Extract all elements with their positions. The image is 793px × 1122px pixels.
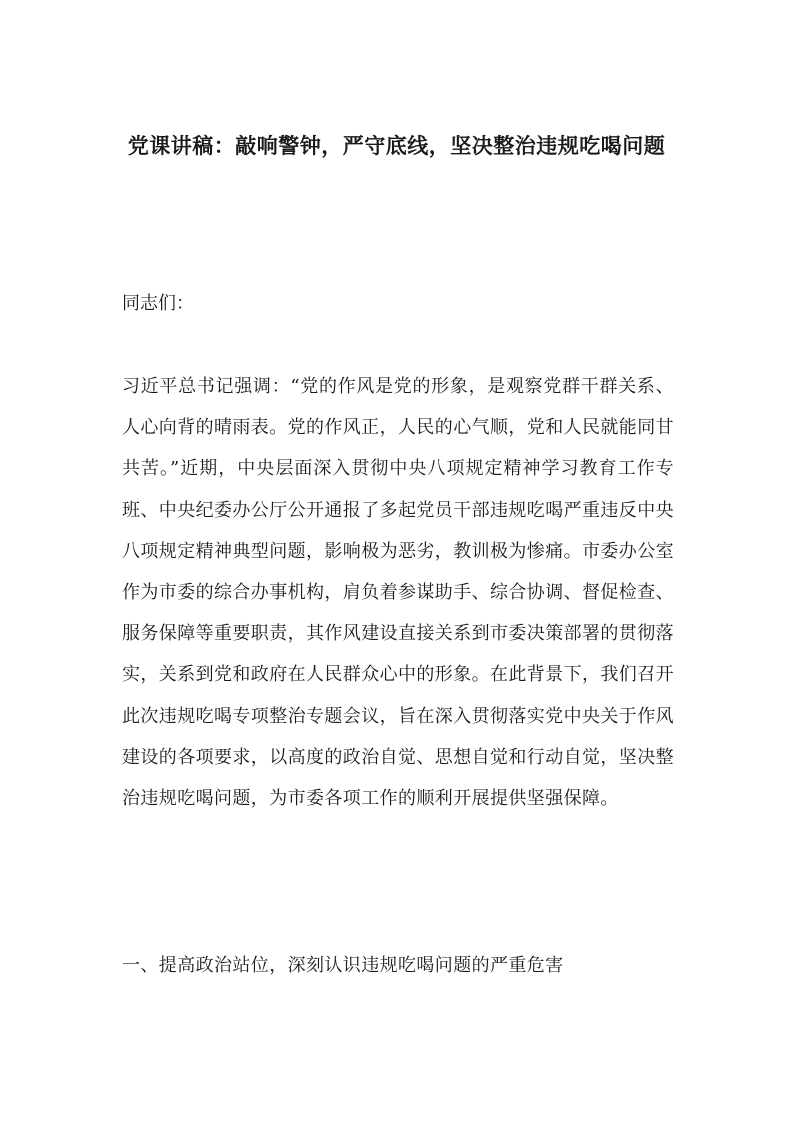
body-paragraph: 习近平总书记强调：“党的作风是党的形象，是观察党群干群关系、人心向背的晴雨表。党的作风正，人民的心气顺，党和人民就能同甘共苦。”近期，中央层面深入贯彻中央八项规定精神学习教育工作专班、中央纪委办公厅公开通报了多起党员干部违规吃喝严重违反中央八项规定精神典型问题，影响极为恶劣，教训极为惨痛。市委办公室作为市委的综合办事机构，肩负着参谋助手、综合协调、督促检查、服务保障等重要职责，其作风建设直接关系到市委决策部署的贯彻落实，关系到党和政府在人民群众心中的形象。在此背景下，我们召开此次违规吃喝专项整治专题会议，旨在深入贯彻落实党中央关于作风建设的各项要求，以高度的政治自觉、思想自觉和行动自觉，坚决整治违规吃喝问题，为市委各项工作的顺利开展提供坚强保障。	[122, 376, 674, 810]
document-title: 党课讲稿：敲响警钟，严守底线，坚决整治违规吃喝问题	[127, 134, 666, 158]
salutation: 同志们：	[122, 293, 194, 314]
section-heading: 一、提高政治站位，深刻认识违规吃喝问题的严重危害	[122, 955, 564, 976]
